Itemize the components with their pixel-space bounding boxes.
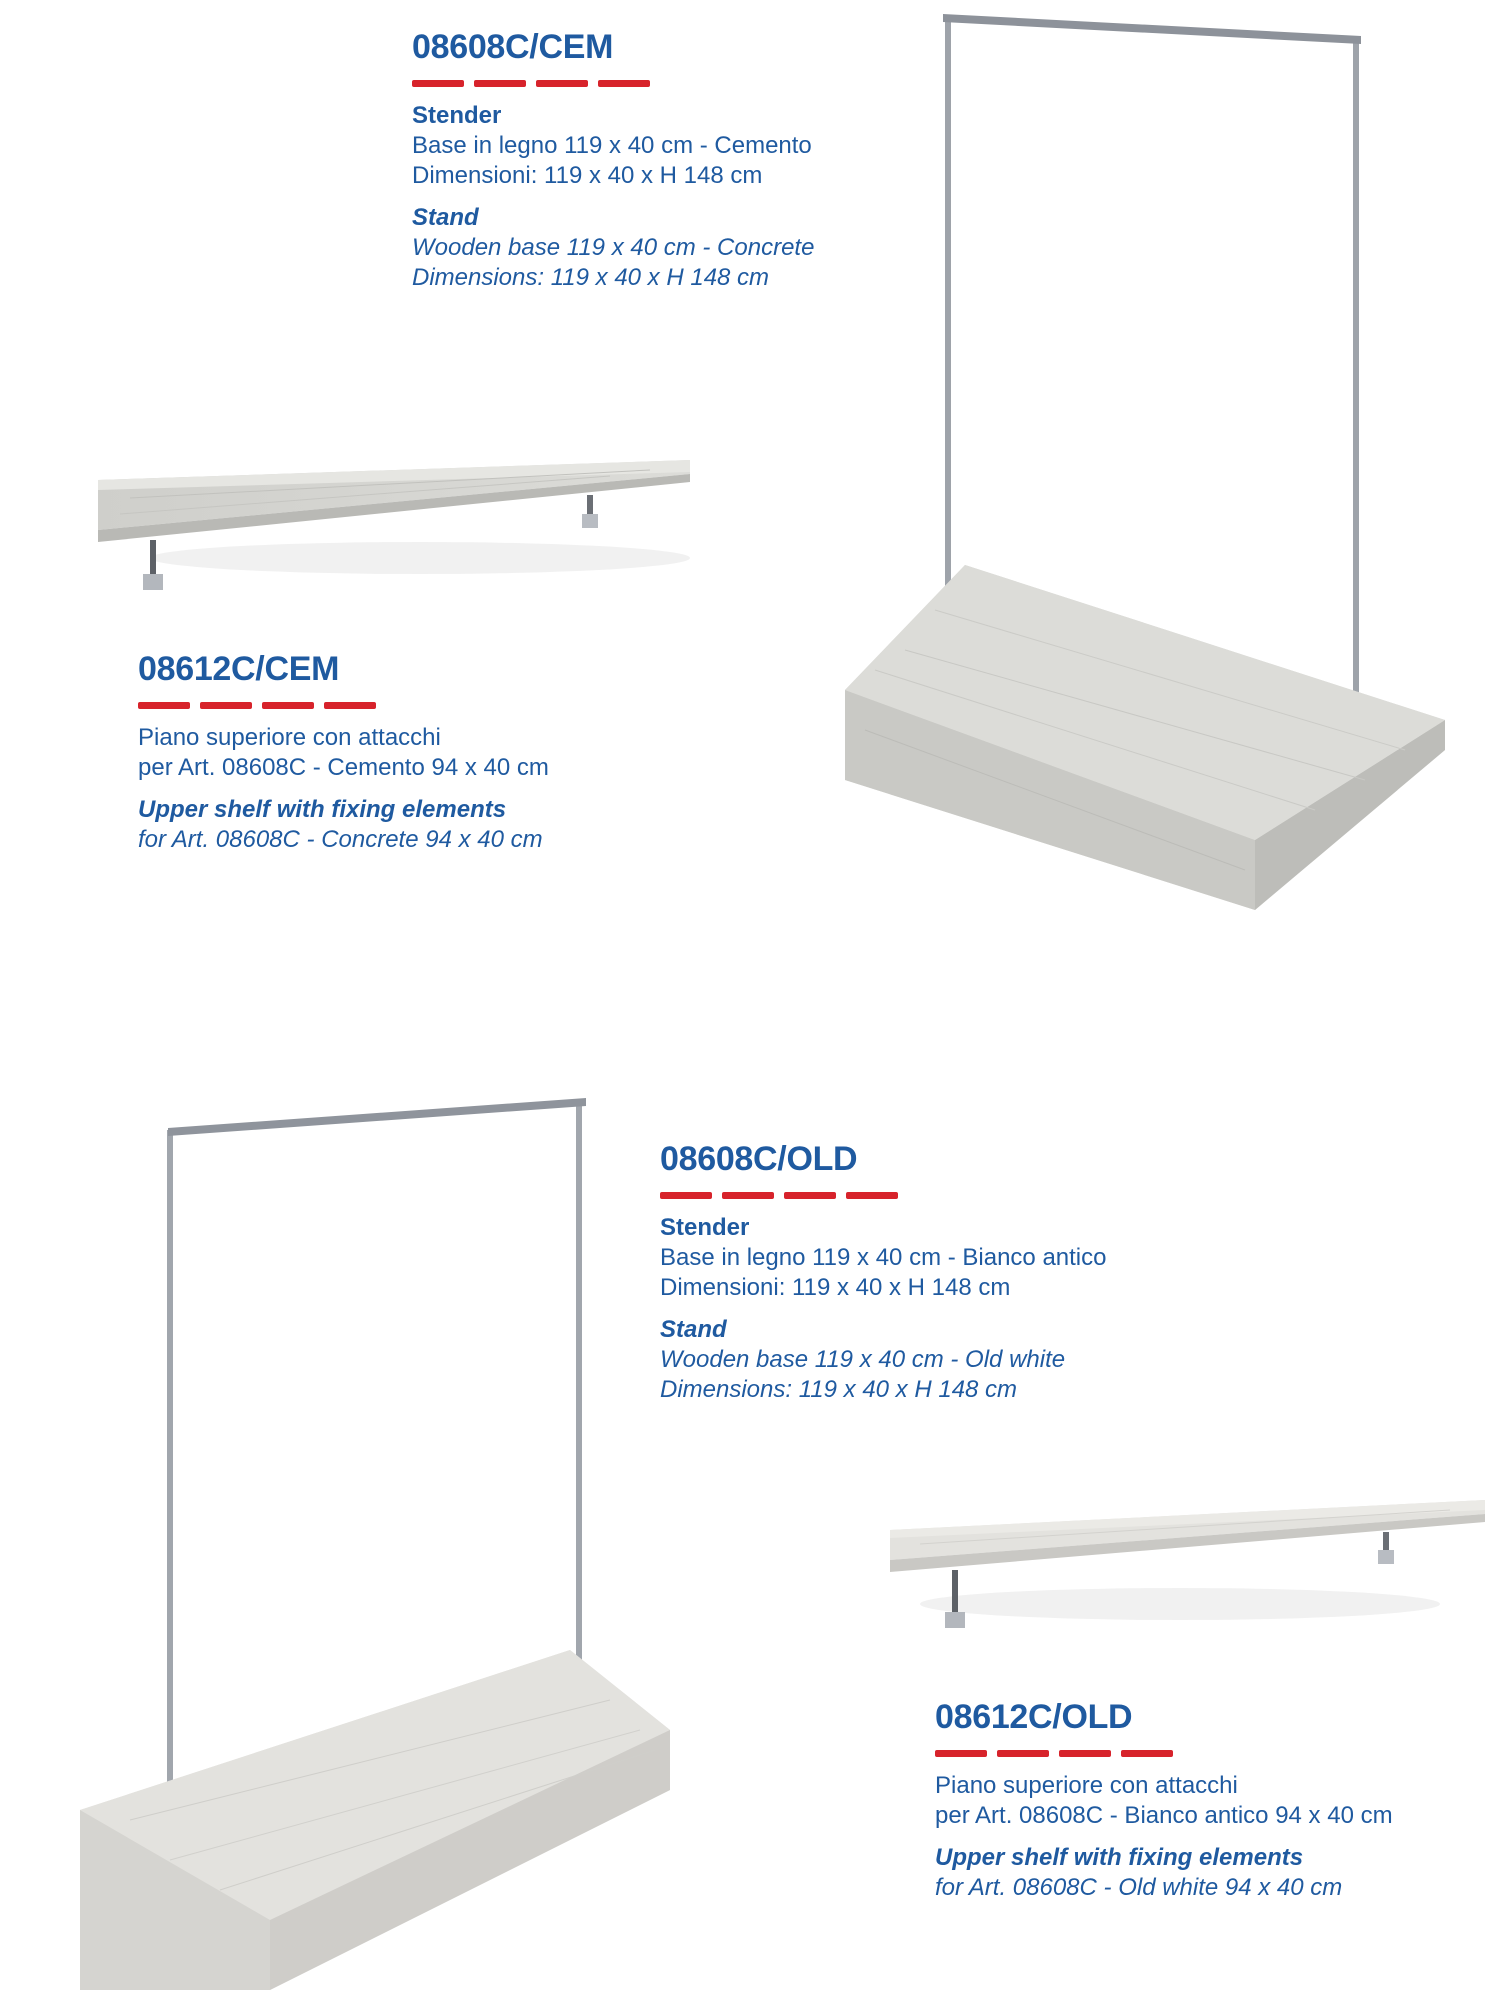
shelf-concrete-image (90, 440, 710, 610)
italian-title: Piano superiore con attacchi (138, 724, 441, 751)
product-08612c-old (935, 1700, 1393, 1903)
english-title: Upper shelf with fixing elements (935, 1844, 1304, 1871)
italian-title: Piano superiore con attacchi (935, 1772, 1238, 1799)
shelf-old-white-image (880, 1480, 1490, 1650)
english-line: Wooden base 119 x 40 cm - Old white (660, 1346, 1066, 1373)
english-title: Stand (660, 1316, 727, 1343)
english-line: Dimensions: 119 x 40 x H 148 cm (660, 1376, 1018, 1403)
italian-line: Base in legno 119 x 40 cm - Bianco antico (660, 1244, 1107, 1271)
italian-line: Base in legno 119 x 40 cm - Cemento (412, 132, 812, 159)
english-title: Upper shelf with fixing elements (138, 796, 507, 823)
product-code: 08608C/OLD (660, 1140, 858, 1178)
italian-line: Dimensioni: 119 x 40 x H 148 cm (412, 162, 763, 189)
italian-line: per Art. 08608C - Cemento 94 x 40 cm (138, 754, 549, 781)
product-code: 08608C/CEM (412, 28, 614, 66)
product-08608c-cem (412, 30, 814, 293)
product-08608c-old (660, 1142, 1106, 1405)
italian-title: Stender (660, 1214, 750, 1241)
product-code: 08612C/CEM (138, 650, 340, 688)
italian-line: Dimensioni: 119 x 40 x H 148 cm (660, 1274, 1011, 1301)
stand-concrete-image (845, 10, 1485, 910)
product-code: 08612C/OLD (935, 1698, 1133, 1736)
stand-old-white-image (70, 1090, 690, 1990)
english-line: Wooden base 119 x 40 cm - Concrete (412, 234, 815, 261)
red-dash-divider (138, 702, 549, 709)
product-08612c-cem (138, 652, 549, 855)
red-dash-divider (935, 1750, 1393, 1757)
red-dash-divider (412, 80, 814, 87)
english-line: Dimensions: 119 x 40 x H 148 cm (412, 264, 770, 291)
italian-title: Stender (412, 102, 502, 129)
english-line: for Art. 08608C - Concrete 94 x 40 cm (138, 826, 543, 853)
italian-line: per Art. 08608C - Bianco antico 94 x 40 cm (935, 1802, 1393, 1829)
red-dash-divider (660, 1192, 1106, 1199)
english-line: for Art. 08608C - Old white 94 x 40 cm (935, 1874, 1343, 1901)
english-title: Stand (412, 204, 479, 231)
